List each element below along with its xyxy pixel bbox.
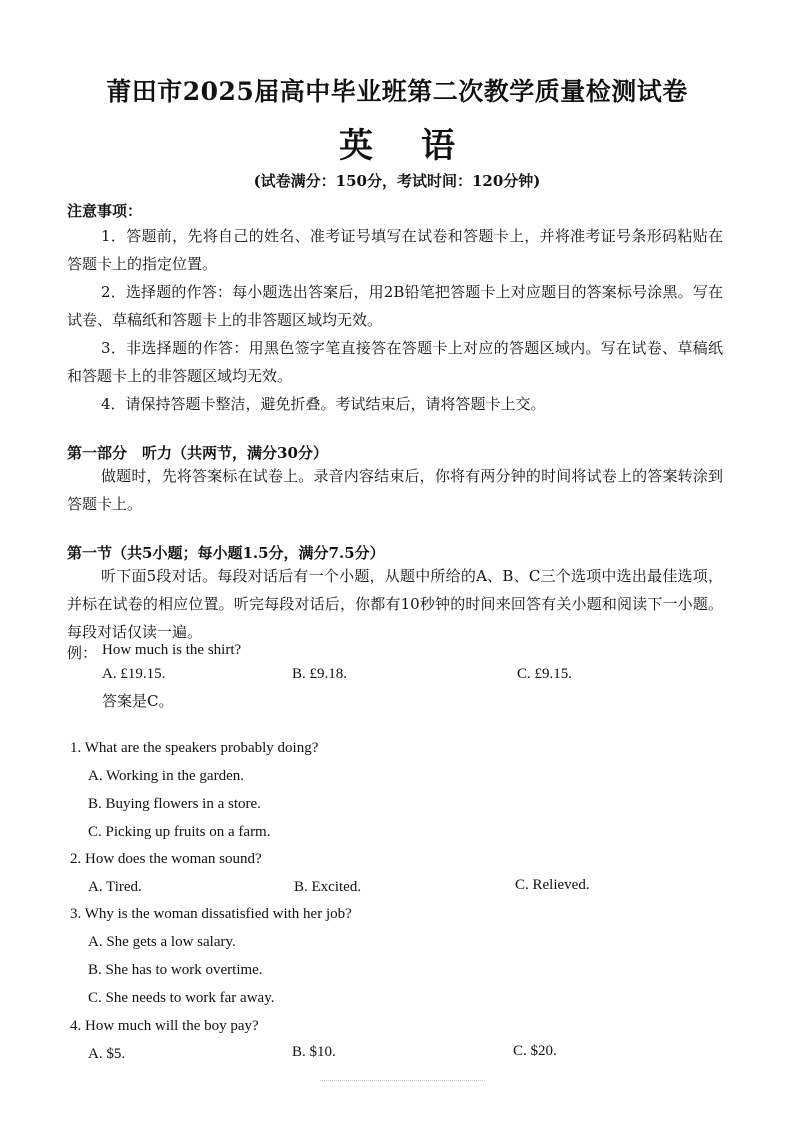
score-info: (试卷满分：150分，考试时间：120分钟)	[253, 172, 541, 190]
question-1-stem: 1. What are the speakers probably doing?	[70, 740, 319, 756]
question-4-option-b: B. $10.	[292, 1044, 336, 1060]
question-3-stem: 3. Why is the woman dissatisfied with her job?	[70, 906, 352, 922]
question-3-option-a: A. She gets a low salary.	[88, 934, 236, 950]
question-1-option-c: C. Picking up fruits on a farm.	[88, 824, 271, 840]
question-4-option-c: C. $20.	[513, 1043, 557, 1059]
question-1-option-b: B. Buying flowers in a store.	[88, 796, 261, 812]
question-2-option-a: A. Tired.	[88, 879, 142, 895]
part1-heading: 第一部分 听力（共两节，满分30分）	[67, 444, 328, 462]
example-option-c: C. £9.15.	[517, 666, 573, 682]
example-option-b: B. £9.18.	[292, 666, 348, 682]
question-4-option-a: A. $5.	[88, 1046, 126, 1062]
section1-heading: 第一节（共5小题；每小题1.5分，满分7.5分）	[67, 544, 385, 562]
question-2-option-b: B. Excited.	[294, 879, 362, 895]
subject-title	[0, 118, 794, 167]
exam-title: 莆田市2025届高中毕业班第二次教学质量检测试卷	[106, 77, 688, 106]
example-question: How much is the shirt?	[102, 642, 242, 658]
notice-item-1: 1．答题前，先将自己的姓名、准考证号填写在试卷和答题卡上，并将准考证号条形码粘贴在答题卡上的指定位置。	[67, 227, 723, 273]
example-option-a: A. £19.15.	[102, 666, 166, 682]
question-2-stem: 2. How does the woman sound?	[70, 851, 262, 867]
subject-char-2: 语	[421, 126, 455, 166]
question-4-stem: 4. How much will the boy pay?	[70, 1018, 259, 1034]
question-3-option-b: B. She has to work overtime.	[88, 962, 263, 978]
question-2-option-c: C. Relieved.	[515, 877, 590, 893]
part1-instruction: 做题时，先将答案标在试卷上。录音内容结束后，你将有两分钟的时间将试卷上的答案转涂到答题卡上。	[67, 467, 723, 513]
section1-instruction: 听下面5段对话。每段对话后有一个小题，从题中所给的A、B、C三个选项中选出最佳选项，并标在试卷的相应位置。听完每段对话后，你都有10秒钟的时间来回答有关小题和阅读下一小题。每段对话仅读一遍。	[67, 567, 723, 641]
example-answer: 答案是C。	[102, 692, 174, 710]
notice-item-4: 4．请保持答题卡整洁，避免折叠。考试结束后，请将答题卡上交。	[101, 395, 546, 413]
notice-heading: 注意事项：	[67, 202, 143, 220]
question-1-option-a: A. Working in the garden.	[88, 768, 244, 784]
notice-item-2: 2．选择题的作答：每小题选出答案后，用2B铅笔把答题卡上对应题目的答案标号涂黑。写在试卷、草稿纸和答题卡上的非答题区域均无效。	[67, 283, 723, 329]
notice-item-3: 3．非选择题的作答：用黑色签字笔直接答在答题卡上对应的答题区域内。写在试卷、草稿纸和答题卡上的非答题区域均无效。	[67, 339, 723, 385]
example-label: 例：	[67, 644, 98, 662]
subject-char-1: 英	[339, 126, 373, 166]
faded-footer-mark	[320, 1080, 485, 1087]
question-3-option-c: C. She needs to work far away.	[88, 990, 275, 1006]
